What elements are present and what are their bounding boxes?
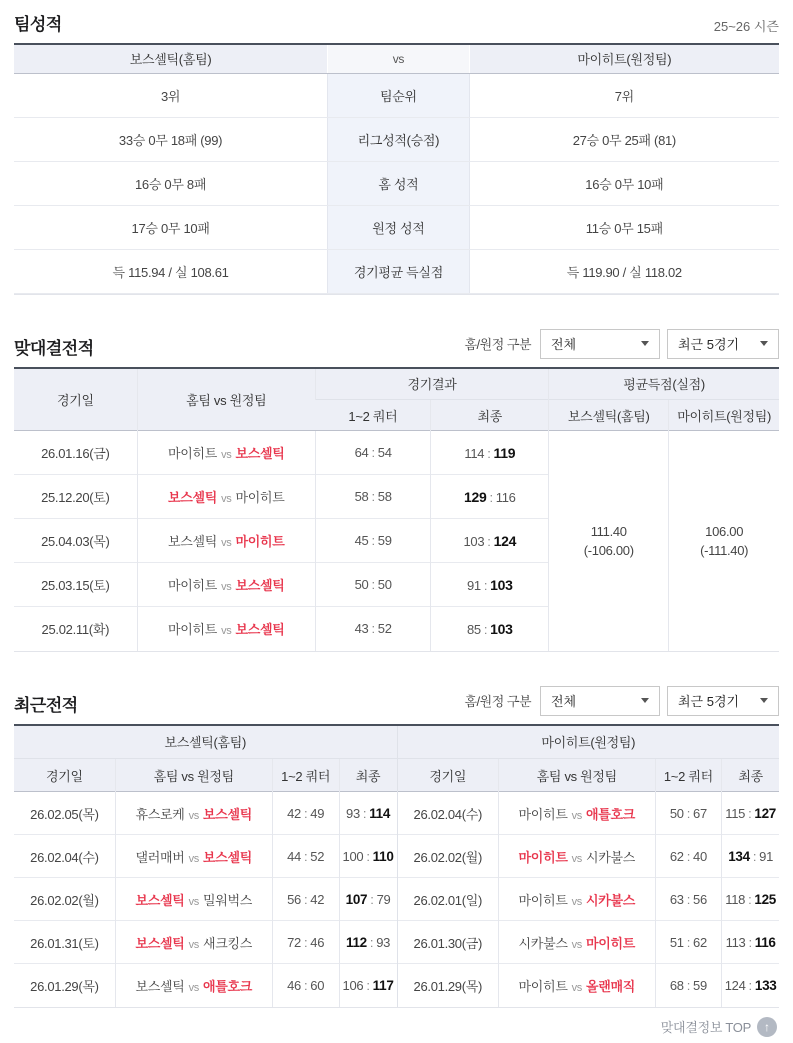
home-score: 93 (346, 805, 360, 821)
quarter-score-cell (315, 563, 431, 607)
away-score: 103 (490, 576, 513, 593)
recent-col-quarter: 1~2 쿼터 (272, 759, 339, 792)
game-date: 26.02.04(수) (14, 835, 115, 878)
h2h-filters (464, 329, 779, 359)
home-score: 72 (287, 934, 301, 950)
score-separator: : (362, 805, 367, 821)
quarter-score-cell (655, 921, 722, 964)
away-team-name: 밀워벅스 (202, 892, 253, 908)
home-team-name: 마이히트 (518, 806, 568, 822)
final-score-cell (339, 792, 396, 835)
chevron-down-icon (641, 341, 649, 346)
home-team-name: 보스셀틱 (168, 534, 218, 549)
recent-home-team-panel (14, 726, 397, 1007)
team-stats-table (14, 45, 779, 294)
home-team-name: 마이히트 (168, 622, 218, 638)
vs-label: vs (221, 493, 232, 505)
recent-title: 최근전적 (14, 695, 78, 715)
away-score: 119 (493, 444, 516, 461)
score-separator: : (489, 489, 493, 505)
away-score: 103 (490, 620, 513, 637)
away-team-name: 마이히트 (586, 935, 636, 951)
home-score: 44 (287, 848, 301, 864)
chevron-down-icon (760, 341, 768, 346)
home-score: 113 (725, 934, 746, 950)
score-separator: : (686, 934, 691, 950)
final-score-cell (722, 792, 779, 835)
away-team-name: 보스셀틱 (235, 446, 285, 461)
vs-label: vs (571, 809, 582, 822)
home-score: 91 (466, 577, 481, 593)
away-score: 62 (693, 934, 707, 950)
recent-row (14, 792, 397, 835)
home-team-name: 마이히트 (168, 446, 218, 461)
recent-row (14, 921, 397, 964)
match-cell (137, 475, 315, 519)
recent-away-team-header: 마이히트(원정팀) (398, 726, 780, 759)
stat-label: 원정 성적 (328, 205, 470, 249)
away-score: 91 (759, 848, 774, 864)
game-date: 25.12.20(토) (14, 475, 137, 519)
vs-label: vs (571, 938, 582, 951)
vs-label: vs (571, 895, 582, 908)
game-date: 25.03.15(토) (14, 563, 137, 607)
match-cell (115, 878, 272, 921)
score-separator: : (369, 934, 374, 950)
away-score: 56 (693, 891, 707, 907)
away-stat-value: 27승 0무 25패 (81) (469, 117, 779, 161)
away-score: 124 (493, 532, 517, 549)
vs-label: vs (221, 625, 232, 638)
away-score: 79 (376, 891, 391, 907)
match-cell (115, 964, 272, 1007)
score-separator: : (487, 533, 491, 549)
h2h-col-match: 홈팀 vs 원정팀 (137, 369, 315, 431)
away-team-name: 올랜매직 (586, 978, 636, 994)
section-head-to-head (14, 329, 779, 652)
away-score: 46 (310, 934, 325, 950)
recent-filters (464, 686, 779, 716)
home-score: 56 (287, 891, 301, 907)
recent-away-table (398, 726, 780, 1007)
vs-label: vs (188, 938, 199, 951)
final-score-cell (431, 519, 549, 563)
score-separator: : (748, 805, 752, 821)
home-stat-value: 3위 (14, 73, 328, 117)
score-separator: : (303, 805, 308, 821)
score-separator: : (371, 489, 375, 504)
away-score: 116 (754, 934, 776, 950)
game-date: 25.02.11(화) (14, 607, 137, 651)
avg-away-conceded: (-111.40) (700, 542, 749, 558)
away-score: 42 (310, 891, 325, 907)
away-score: 52 (377, 621, 392, 637)
home-team-name: 댈러매버 (135, 849, 185, 865)
quarter-score-cell (655, 792, 722, 835)
vs-label: vs (571, 852, 582, 865)
home-team-name: 보스셀틱 (168, 490, 218, 505)
away-score: 59 (377, 533, 392, 548)
recent-home-away-select-value: 전체 (551, 694, 577, 709)
avg-home-conceded: (-106.00) (583, 542, 634, 558)
home-score: 112 (346, 934, 367, 950)
section-recent-records (14, 686, 779, 1008)
home-score: 129 (463, 488, 487, 505)
home-score: 62 (669, 848, 684, 864)
home-team-name: 휴스로케 (135, 806, 185, 822)
score-separator: : (371, 533, 375, 548)
recent-col-date: 경기일 (398, 759, 499, 792)
score-separator: : (371, 445, 375, 460)
score-separator: : (487, 445, 491, 461)
home-score: 106 (342, 977, 364, 993)
avg-home-value: 111.40 (590, 523, 627, 539)
score-separator: : (303, 977, 308, 993)
away-stat-value: 7위 (469, 73, 779, 117)
quarter-score-cell (272, 835, 339, 878)
quarter-score-cell (272, 878, 339, 921)
final-score-cell (339, 878, 396, 921)
game-date: 26.02.02(월) (14, 878, 115, 921)
recent-games-select[interactable] (667, 686, 779, 716)
home-stat-value: 16승 0무 8패 (14, 161, 328, 205)
h2h-title: 맞대결전적 (14, 338, 94, 358)
home-score: 46 (287, 977, 301, 993)
away-score: 133 (754, 977, 777, 993)
score-separator: : (686, 848, 691, 864)
recent-home-table (14, 726, 397, 1007)
home-team-name: 마이히트 (168, 578, 218, 593)
away-team-name: 보스셀틱 (235, 578, 285, 593)
final-score-cell (722, 835, 779, 878)
h2h-recent-games-select-value: 최근 5경기 (678, 337, 740, 352)
game-date: 26.01.16(금) (14, 431, 137, 475)
chevron-down-icon (760, 698, 768, 703)
score-separator: : (686, 891, 691, 907)
score-separator: : (748, 934, 752, 950)
score-separator: : (303, 934, 308, 950)
away-score: 125 (754, 891, 776, 907)
final-score-cell (339, 835, 396, 878)
score-separator: : (752, 848, 757, 864)
stat-label: 경기평균 득실점 (328, 249, 470, 293)
quarter-score-cell (655, 964, 722, 1007)
vs-header: vs (328, 45, 470, 73)
match-cell (115, 835, 272, 878)
away-team-name: 시카불스 (586, 849, 636, 865)
away-score: 52 (310, 848, 325, 864)
away-score: 59 (693, 977, 707, 993)
home-away-filter-label: 홈/원정 구분 (464, 337, 531, 352)
h2h-home-away-select[interactable] (540, 329, 660, 359)
team-stats-row (14, 117, 779, 161)
score-separator: : (303, 891, 308, 907)
match-cell (137, 519, 315, 563)
h2h-col-date: 경기일 (14, 369, 137, 431)
recent-row (398, 792, 780, 835)
away-team-name: 보스셀틱 (202, 806, 253, 822)
quarter-score-cell (315, 607, 431, 651)
h2h-col-avg-group: 평균득점(실점) (549, 369, 779, 400)
recent-row (14, 835, 397, 878)
arrow-up-circle-icon[interactable]: ↑ (757, 1017, 777, 1037)
match-cell (499, 921, 655, 964)
recent-col-final: 최종 (722, 759, 779, 792)
home-team-name: 마이히트 (518, 849, 568, 865)
home-score: 115 (725, 805, 746, 821)
recent-away-team-panel (397, 726, 780, 1007)
score-separator: : (748, 977, 752, 993)
final-score-cell (431, 563, 549, 607)
quarter-score-cell (655, 878, 722, 921)
match-cell (137, 607, 315, 651)
home-team-header: 보스셀틱(홈팀) (14, 45, 328, 73)
vs-label: vs (188, 981, 199, 994)
away-team-name: 마이히트 (235, 490, 285, 505)
home-score: 134 (728, 848, 750, 864)
vs-label: vs (188, 852, 199, 865)
final-score-cell (339, 964, 396, 1007)
team-stats-row (14, 249, 779, 293)
quarter-score-cell (272, 921, 339, 964)
home-score: 107 (345, 891, 368, 907)
home-team-name: 보스셀틱 (135, 892, 185, 908)
away-score: 93 (376, 934, 391, 950)
score-separator: : (371, 577, 375, 592)
final-score-cell (431, 431, 549, 475)
final-score-cell (722, 964, 779, 1007)
avg-away-value: 106.00 (705, 523, 744, 539)
match-cell (137, 431, 315, 475)
quarter-score-cell (315, 519, 431, 563)
home-stat-value: 33승 0무 18패 (99) (14, 117, 328, 161)
stat-label: 리그성적(승점) (328, 117, 470, 161)
vs-label: vs (221, 449, 232, 461)
away-score: 116 (495, 489, 516, 505)
recent-home-away-select[interactable] (540, 686, 660, 716)
away-stat-value: 득 119.90 / 실 118.02 (469, 249, 779, 293)
h2h-home-away-select-value: 전체 (551, 337, 577, 352)
home-team-name: 시카불스 (518, 935, 568, 951)
recent-row (14, 878, 397, 921)
team-stats-row (14, 161, 779, 205)
recent-row (398, 878, 780, 921)
vs-label: vs (188, 895, 199, 908)
final-score-cell (431, 475, 549, 519)
away-stat-value: 16승 0무 10패 (469, 161, 779, 205)
game-date: 26.02.02(월) (398, 835, 499, 878)
h2h-col-quarter: 1~2 쿼터 (315, 400, 431, 431)
h2h-recent-games-select[interactable] (667, 329, 779, 359)
h2h-col-avg-home: 보스셀틱(홈팀) (549, 400, 669, 431)
home-team-name: 마이히트 (518, 978, 568, 994)
away-team-name: 애틀호크 (586, 806, 636, 822)
game-date: 26.01.31(토) (14, 921, 115, 964)
vs-label: vs (221, 537, 232, 549)
recent-col-date: 경기일 (14, 759, 115, 792)
recent-col-match: 홈팀 vs 원정팀 (499, 759, 655, 792)
away-team-header: 마이히트(원정팀) (469, 45, 779, 73)
vs-label: vs (221, 581, 232, 593)
stat-label: 홈 성적 (328, 161, 470, 205)
recent-games-select-value: 최근 5경기 (678, 694, 740, 709)
home-score: 85 (466, 621, 481, 637)
home-team-name: 보스셀틱 (135, 978, 185, 994)
vs-label: vs (188, 809, 199, 822)
away-score: 50 (377, 577, 392, 592)
home-score: 50 (669, 805, 684, 821)
match-cell (115, 792, 272, 835)
vs-label: vs (571, 981, 582, 994)
quarter-score-cell (315, 431, 431, 475)
team-stats-row (14, 205, 779, 249)
score-separator: : (686, 977, 691, 993)
quarter-score-cell (272, 964, 339, 1007)
game-date: 26.01.29(목) (14, 964, 115, 1007)
game-date: 26.02.01(일) (398, 878, 499, 921)
final-score-cell (339, 921, 396, 964)
home-score: 58 (354, 489, 369, 504)
away-score: 60 (310, 977, 325, 993)
h2h-col-final: 최종 (431, 400, 549, 431)
away-score: 110 (372, 848, 394, 864)
recent-row (398, 964, 780, 1007)
home-score: 124 (724, 977, 746, 993)
h2h-col-result-group: 경기결과 (315, 369, 548, 400)
quarter-score-cell (315, 475, 431, 519)
score-separator: : (748, 891, 752, 907)
home-stat-value: 17승 0무 10패 (14, 205, 328, 249)
score-separator: : (370, 891, 374, 907)
team-stats-header-row (14, 45, 779, 73)
team-stats-title: 팀성적 (14, 15, 62, 34)
away-score: 67 (693, 805, 707, 821)
match-cell (499, 878, 655, 921)
game-date: 26.01.29(목) (398, 964, 499, 1007)
game-date: 26.02.04(수) (398, 792, 499, 835)
game-date: 25.04.03(목) (14, 519, 137, 563)
score-separator: : (483, 621, 488, 637)
away-team-name: 시카불스 (586, 892, 636, 908)
home-score: 42 (287, 805, 301, 821)
h2h-col-avg-away: 마이히트(원정팀) (669, 400, 779, 431)
home-score: 114 (464, 445, 485, 461)
home-away-filter-label: 홈/원정 구분 (464, 694, 531, 709)
away-score: 127 (754, 805, 776, 821)
stat-label: 팀순위 (328, 73, 470, 117)
score-separator: : (483, 577, 488, 593)
home-team-name: 마이히트 (518, 892, 568, 908)
home-score: 68 (669, 977, 684, 993)
game-date: 26.01.30(금) (398, 921, 499, 964)
score-separator: : (686, 805, 691, 821)
home-score: 118 (725, 891, 746, 907)
away-score: 49 (310, 805, 325, 821)
recent-col-match: 홈팀 vs 원정팀 (115, 759, 272, 792)
score-separator: : (303, 848, 308, 864)
home-score: 63 (669, 891, 684, 907)
score-separator: : (366, 977, 370, 993)
recent-col-final: 최종 (339, 759, 396, 792)
recent-col-quarter: 1~2 쿼터 (655, 759, 722, 792)
team-stats-row (14, 73, 779, 117)
match-cell (137, 563, 315, 607)
quarter-score-cell (272, 792, 339, 835)
away-team-name: 애틀호크 (202, 978, 253, 994)
away-score: 58 (377, 489, 392, 504)
h2h-row (14, 431, 779, 475)
away-score: 114 (369, 805, 391, 821)
score-separator: : (366, 848, 370, 864)
home-score: 51 (669, 934, 684, 950)
away-score: 54 (377, 445, 392, 460)
final-score-cell (431, 607, 549, 651)
match-cell (499, 964, 655, 1007)
away-team-name: 보스셀틱 (235, 622, 285, 638)
home-score: 103 (463, 533, 485, 549)
recent-home-team-header: 보스셀틱(홈팀) (14, 726, 397, 759)
section-team-stats (14, 10, 779, 295)
match-cell (499, 792, 655, 835)
score-separator: : (371, 621, 375, 637)
match-cell (115, 921, 272, 964)
away-team-name: 보스셀틱 (202, 849, 253, 865)
away-score: 40 (693, 848, 707, 864)
home-score: 100 (342, 848, 364, 864)
final-score-cell (722, 921, 779, 964)
away-team-name: 새크킹스 (202, 935, 253, 951)
page-footer (14, 1008, 779, 1037)
home-score: 64 (354, 445, 369, 460)
away-team-name: 마이히트 (235, 534, 285, 549)
recent-row (398, 835, 780, 878)
avg-points-away (669, 431, 779, 651)
final-score-cell (722, 878, 779, 921)
away-score: 117 (372, 977, 394, 993)
away-stat-value: 11승 0무 15패 (469, 205, 779, 249)
h2h-table (14, 369, 779, 651)
home-team-name: 보스셀틱 (135, 935, 185, 951)
season-label: 25~26 시즌 (713, 19, 779, 34)
recent-row (14, 964, 397, 1007)
home-score: 50 (354, 577, 369, 592)
avg-points-home (549, 431, 669, 651)
recent-row (398, 921, 780, 964)
game-date: 26.02.05(목) (14, 792, 115, 835)
matchup-info-top-link[interactable]: 맞대결정보 TOP (660, 1020, 751, 1035)
home-score: 45 (354, 533, 369, 548)
chevron-down-icon (641, 698, 649, 703)
quarter-score-cell (655, 835, 722, 878)
home-stat-value: 득 115.94 / 실 108.61 (14, 249, 328, 293)
home-score: 43 (354, 621, 369, 637)
match-cell (499, 835, 655, 878)
